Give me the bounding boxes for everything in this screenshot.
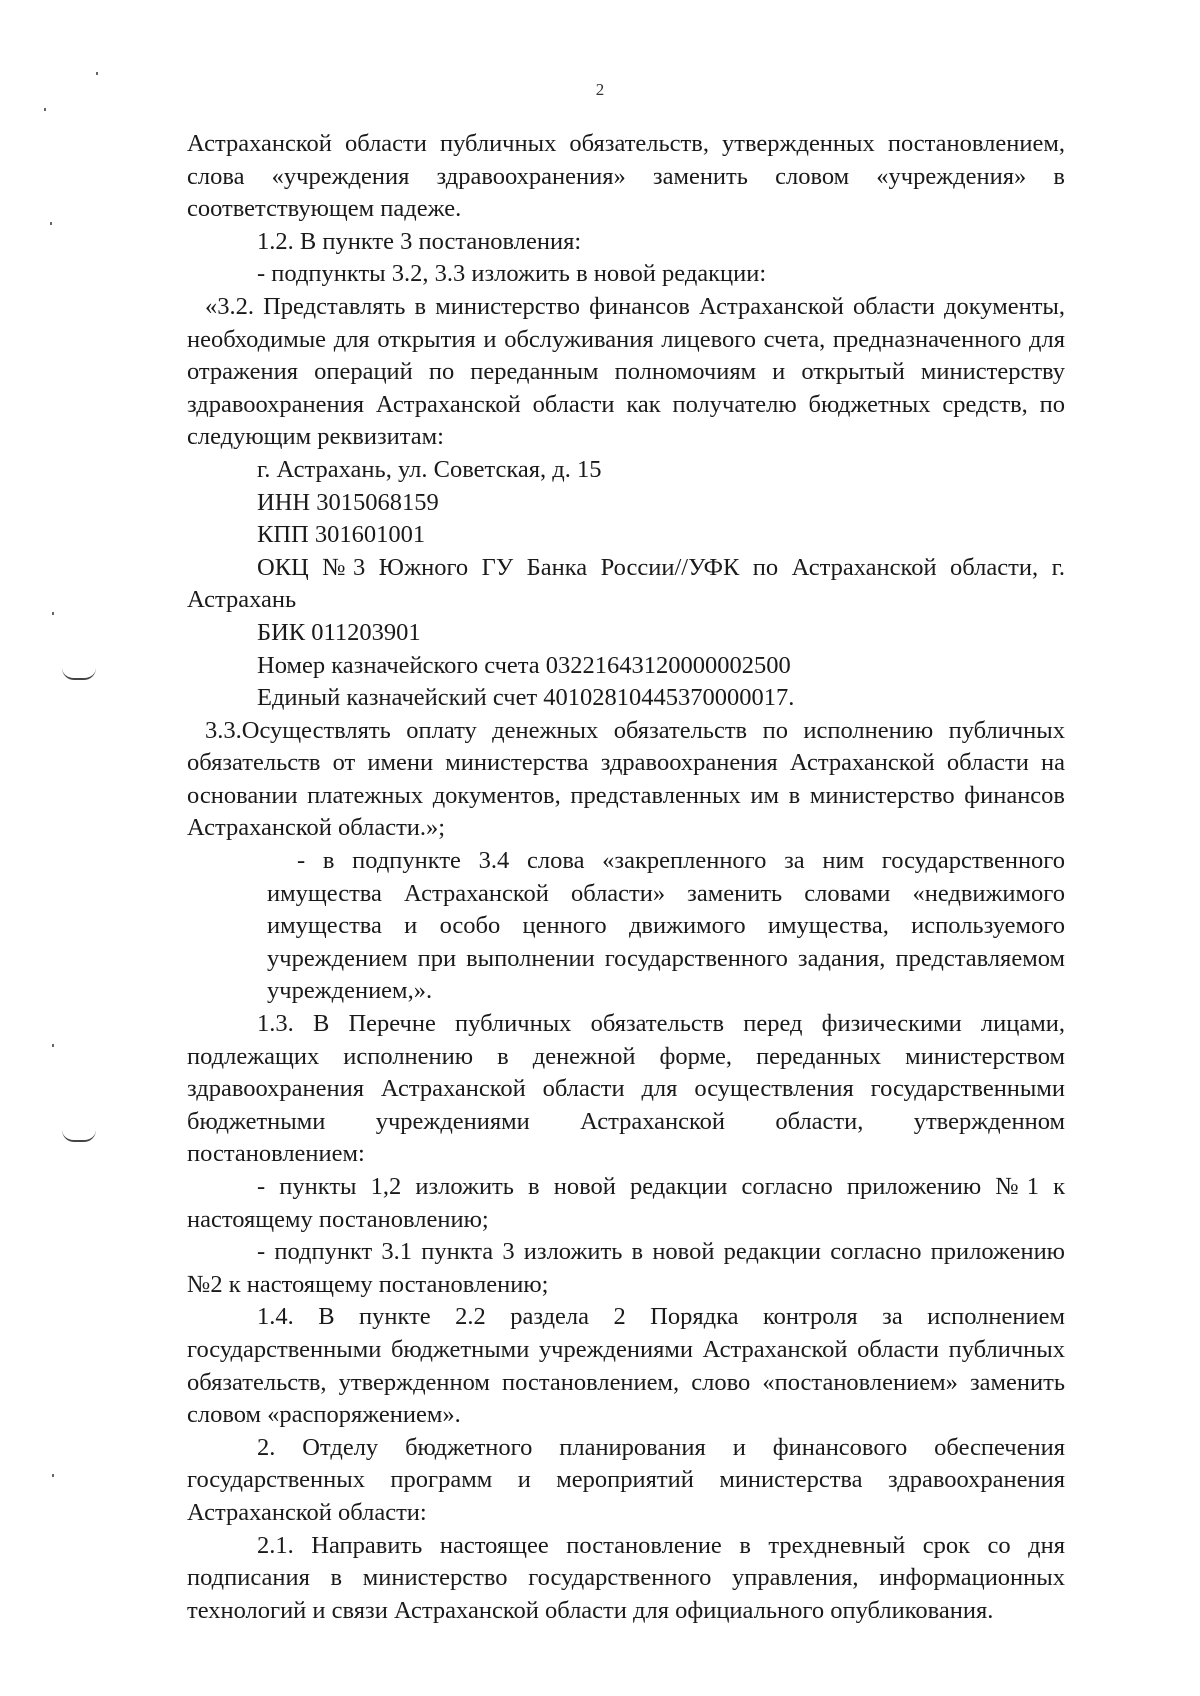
scan-speck (52, 1474, 54, 1477)
paragraph: 1.2. В пункте 3 постановления: (257, 227, 582, 255)
paragraph: 1.3. В Перечне публичных обязательств перед физическими лицами, подлежащих исполнению в денежной форме, переданных министерством здравоохранения Астраханской области для осуществления государственными бюджетными учреждениями Астраханской области, утвержденном постановлением: (187, 1010, 1065, 1168)
paragraph: - пункты 1,2 изложить в новой редакции согласно приложению №1 к настоящему постановлению; (187, 1173, 1065, 1233)
paragraph: Астраханской области публичных обязательств, утвержденных постановлением, слова «учреждения здравоохранения» заменить словом «учреждения» в соответствующем падеже. (187, 130, 1065, 223)
paragraph: 2.1. Направить настоящее постановление в трехдневный срок со дня подписания в министерство государственного управления, информационных технологий и связи Астраханской области для официального опубликования. (187, 1531, 1065, 1624)
scan-speck (50, 222, 52, 225)
paragraph: 2. Отделу бюджетного планирования и финансового обеспечения государственных программ и мероприятий министерства здравоохранения Астраханской области: (187, 1433, 1065, 1526)
requisite-address: г. Астрахань, ул. Советская, д. 15 (257, 455, 602, 483)
requisite-kpp: КПП 301601001 (257, 521, 426, 549)
requisite-single-treasury-account: Единый казначейский счет 40102810445370000017. (257, 684, 795, 712)
paragraph: «3.2. Представлять в министерство финансов Астраханской области документы, необходимые для открытия и обслуживания лицевого счета, предназначенного для отражения операций по переданным полномочиям и открытый министерству здравоохранения Астраханской области как получателю бюджетных средств, по следующим реквизитам: (187, 292, 1065, 451)
hole-punch-mark (62, 668, 96, 680)
scan-speck (96, 72, 98, 75)
requisite-bik: БИК 011203901 (257, 618, 421, 646)
hole-punch-mark (62, 1130, 96, 1142)
requisite-bank: ОКЦ №3 Южного ГУ Банка России//УФК по Астраханской области, г. Астрахань (187, 553, 1065, 614)
paragraph: 3.3.Осуществлять оплату денежных обязательств по исполнению публичных обязательств от имени министерства здравоохранения Астраханской области на основании платежных документов, представленных им в министерство финансов Астраханской области.»; (187, 716, 1065, 842)
paragraph: - подпункты 3.2, 3.3 изложить в новой редакции: (257, 260, 767, 288)
paragraph: - подпункт 3.1 пункта 3 изложить в новой редакции согласно приложению №2 к настоящему постановлению; (187, 1238, 1065, 1298)
scan-speck (52, 1044, 54, 1047)
paragraph: - в подпункте 3.4 слова «закрепленного за ним государственного имущества Астраханской области» заменить словами «недвижимого имущества и особо ценного движимого имущества, используемого учреждением при выполнении государственного задания, представляемом учреждением,». (267, 847, 1065, 1005)
scan-speck (44, 108, 46, 111)
paragraph: 1.4. В пункте 2.2 раздела 2 Порядка контроля за исполнением государственными бюджетными учреждениями Астраханской области публичных обязательств, утвержденном постановлением, слово «постановлением» заменить словом «распоряжением». (187, 1303, 1065, 1429)
scan-speck (52, 612, 54, 615)
requisite-treasury-account: Номер казначейского счета 03221643120000002500 (257, 651, 791, 679)
document-body (187, 128, 1065, 1627)
requisite-inn: ИНН 3015068159 (257, 488, 439, 516)
page-number: 2 (595, 80, 605, 99)
